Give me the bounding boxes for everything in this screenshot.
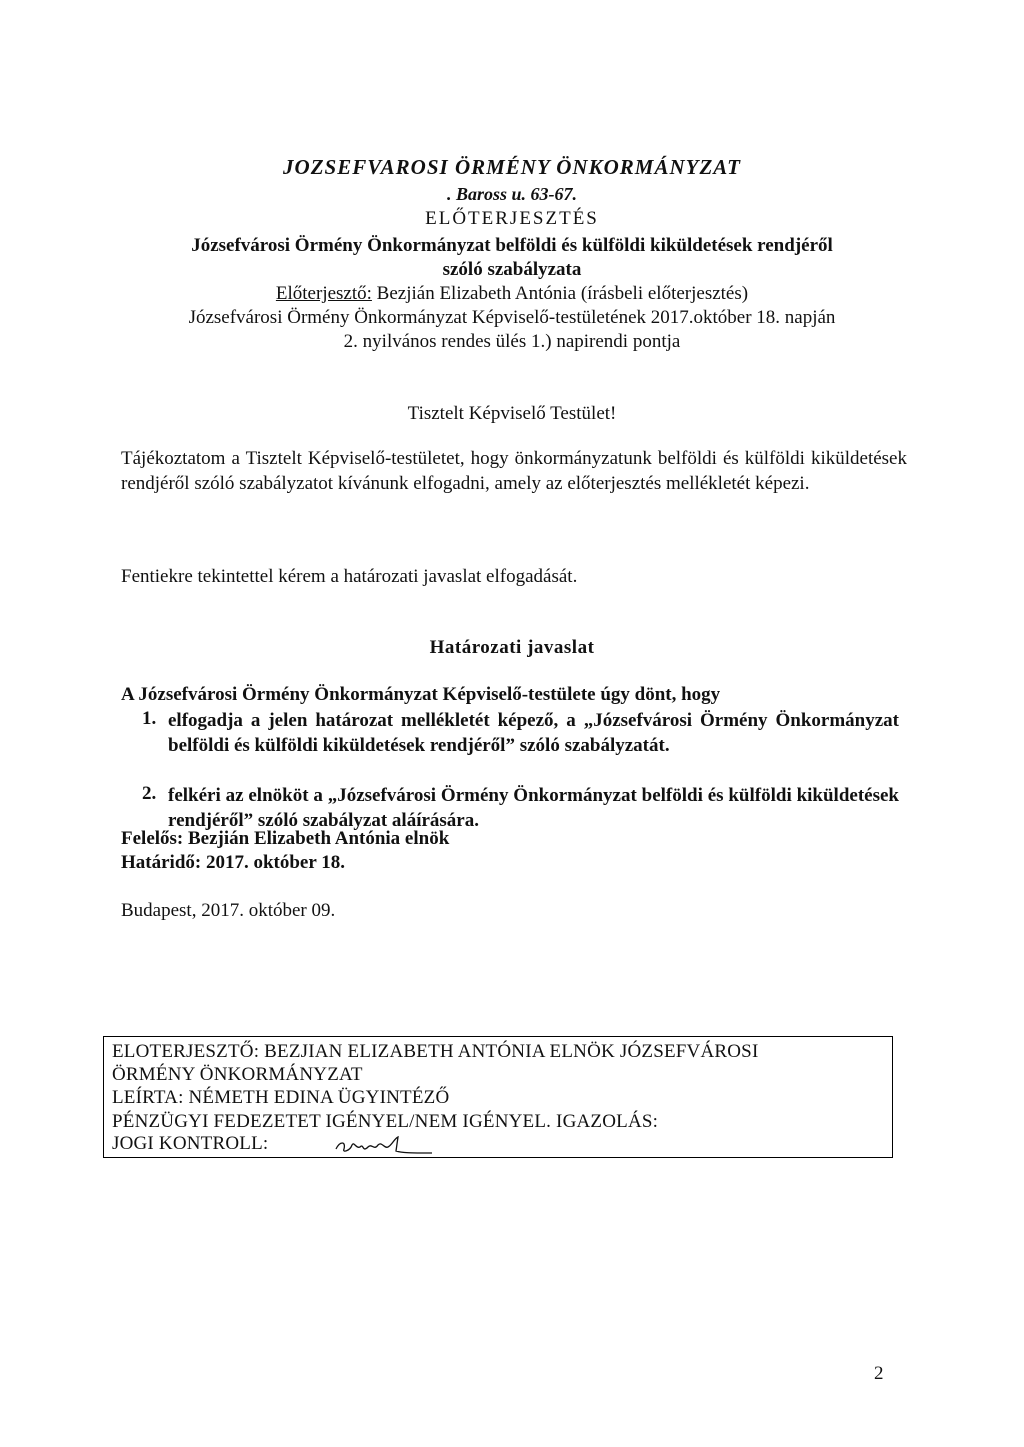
agenda-line: 2. nyilvános rendes ülés 1.) napirendi pontja bbox=[343, 331, 681, 352]
presenter-label: Előterjesztő: bbox=[275, 283, 372, 304]
resolution-item: elfogadja a jelen határozat mellékletét képező, a „Józsefvárosi Örmény Önkormányzat belföldi és külföldi kiküldetések rendjéről” szóló szabályzatát. bbox=[168, 710, 899, 756]
organization-title: JOZSEFVAROSI ÖRMÉNY ÖNKORMÁNYZAT bbox=[283, 155, 741, 179]
approval-box bbox=[103, 1036, 893, 1158]
organization-address: . Baross u. 63-67. bbox=[446, 184, 578, 204]
resolution-title: Határozati javaslat bbox=[429, 637, 595, 658]
approval-financial: PÉNZÜGYI FEDEZETET IGÉNYEL/NEM IGÉNYEL. IGAZOLÁS: bbox=[112, 1111, 659, 1132]
presenter-line bbox=[0, 283, 1024, 305]
subject-line-1: Józsefvárosi Örmény Önkormányzat belföldi és külföldi kiküldetések rendjéről bbox=[191, 235, 833, 256]
signature-icon bbox=[332, 1133, 452, 1157]
approval-organization: ÖRMÉNY ÖNKORMÁNYZAT bbox=[112, 1064, 363, 1085]
approval-written-by: LEÍRTA: NÉMETH EDINA ÜGYINTÉZŐ bbox=[112, 1087, 450, 1108]
document-type: ELŐTERJESZTÉS bbox=[425, 208, 599, 229]
resolution-intro: A Józsefvárosi Örmény Önkormányzat Képviselő-testülete úgy dönt, hogy bbox=[121, 684, 721, 705]
resolution-item: felkéri az elnököt a „Józsefvárosi Örmény Önkormányzat belföldi és külföldi kiküldetések rendjéről” szóló szabályzat aláírására. bbox=[168, 785, 899, 831]
page-number: 2 bbox=[874, 1363, 884, 1384]
approval-presenter: ELOTERJESZTŐ: BEZJIAN ELIZABETH ANTÓNIA ELNÖK JÓZSEFVÁROSI bbox=[112, 1041, 759, 1062]
responsible-person: Felelős: Bezjián Elizabeth Antónia elnök bbox=[121, 828, 450, 849]
resolution-item-number: 1. bbox=[142, 708, 157, 729]
deadline: Határidő: 2017. október 18. bbox=[121, 852, 345, 873]
paragraph-intro: Tájékoztatom a Tisztelt Képviselő-testületet, hogy önkormányzatunk belföldi és külföldi kiküldetések rendjéről szóló szabályzatot kívánunk elfogadni, amely az előterjesztés mellékletét képezi. bbox=[121, 448, 907, 494]
place-date: Budapest, 2017. október 09. bbox=[121, 900, 336, 921]
subject-line-2: szóló szabályzata bbox=[442, 259, 582, 280]
meeting-line: Józsefvárosi Örmény Önkormányzat Képviselő-testületének 2017.október 18. napján bbox=[188, 307, 836, 328]
approval-legal-control: JOGI KONTROLL: bbox=[112, 1133, 269, 1154]
resolution-item-number: 2. bbox=[142, 783, 157, 804]
paragraph-request: Fentiekre tekintettel kérem a határozati javaslat elfogadását. bbox=[121, 566, 578, 587]
presenter-text: Bezjián Elizabeth Antónia (írásbeli előterjesztés) bbox=[371, 283, 749, 304]
greeting: Tisztelt Képviselő Testület! bbox=[407, 403, 617, 424]
